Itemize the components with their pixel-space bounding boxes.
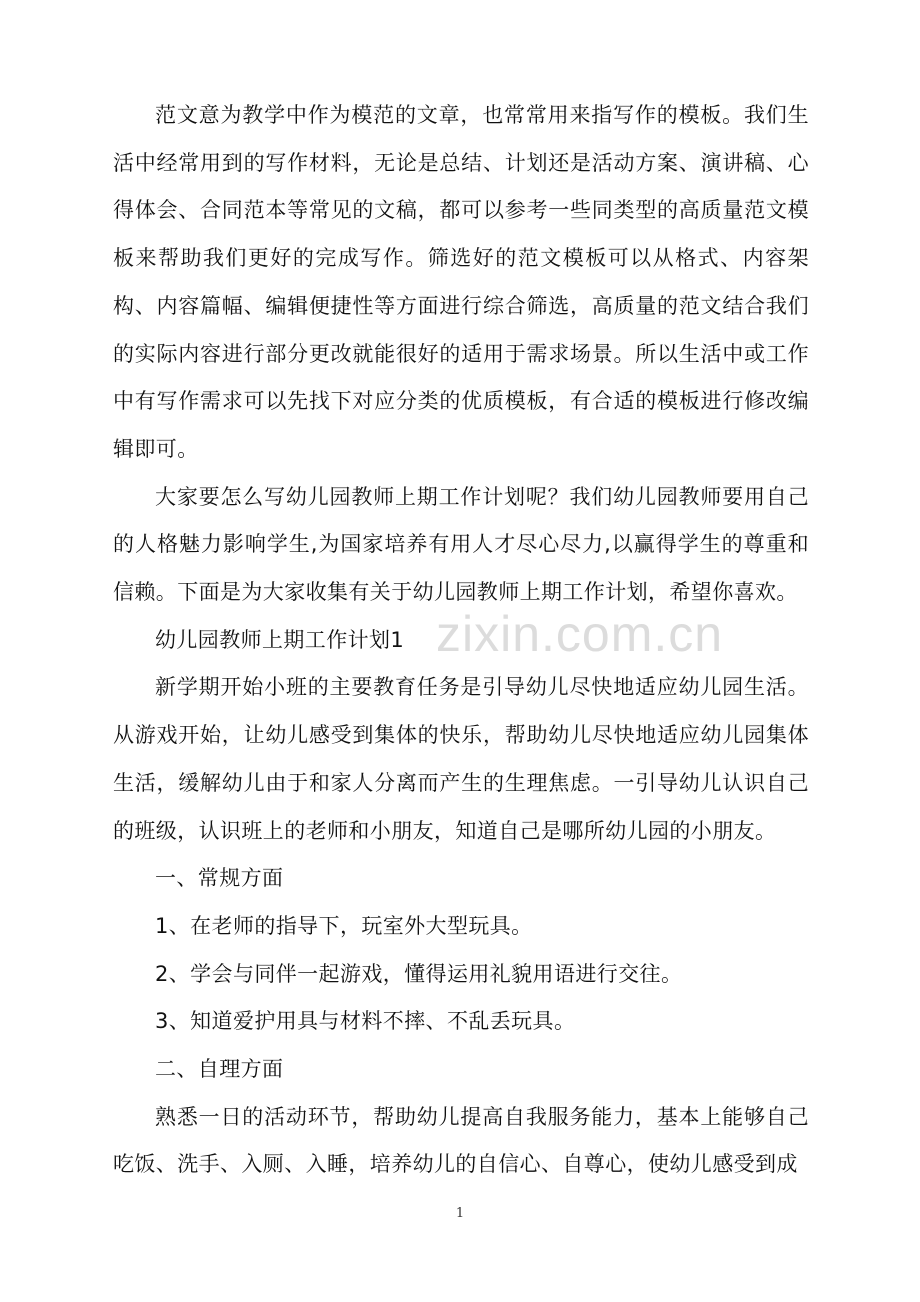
section-heading: 幼儿园教师上期工作计划1 xyxy=(155,627,405,652)
paragraph-self-care: 熟悉一日的活动环节，帮助幼儿提高自我服务能力，基本上能够自己吃饭、洗手、入厕、入睡，培养幼儿的自信心、自尊心，使幼儿感受到成 xyxy=(113,1104,809,1177)
paragraph-body: 新学期开始小班的主要教育任务是引导幼儿尽快地适应幼儿园生活。从游戏开始，让幼儿感受到集体的快乐，帮助幼儿尽快地适应幼儿园集体生活，缓解幼儿由于和家人分离而产生的生理焦虑。一引导幼儿认识自己的班级，认识班上的老师和小朋友，知道自己是哪所幼儿园的小朋友。 xyxy=(113,675,809,843)
list-item: 3、知道爱护用具与材料不摔、不乱丢玩具。 xyxy=(155,1009,576,1034)
document-body xyxy=(113,92,809,1189)
page-number: 1 xyxy=(455,1206,465,1221)
subheading-self-care: 二、自理方面 xyxy=(155,1057,284,1082)
paragraph-intro: 范文意为教学中作为模范的文章，也常常用来指写作的模板。我们生活中经常用到的写作材料，无论是总结、计划还是活动方案、演讲稿、心得体会、合同范本等常见的文稿，都可以参考一些同类型的高质量范文模板来帮助我们更好的完成写作。筛选好的范文模板可以从格式、内容架构、内容篇幅、编辑便捷性等方面进行综合筛选，高质量的范文结合我们的实际内容进行部分更改就能很好的适用于需求场景。所以生活中或工作中有写作需求可以先找下对应分类的优质模板，有合适的模板进行修改编辑即可。 xyxy=(113,103,809,461)
paragraph-lead: 大家要怎么写幼儿园教师上期工作计划呢？我们幼儿园教师要用自己的人格魅力影响学生,为国家培养有用人才尽心尽力,以赢得学生的尊重和信赖。下面是为大家收集有关于幼儿园教师上期工作计划，希望你喜欢。 xyxy=(113,484,809,605)
list-item: 2、学会与同伴一起游戏，懂得运用礼貌用语进行交往。 xyxy=(155,961,683,986)
subheading-routine: 一、常规方面 xyxy=(155,866,284,891)
list-item: 1、在老师的指导下，玩室外大型玩具。 xyxy=(155,913,533,938)
watermark: zixin.com.cn xyxy=(436,606,724,662)
